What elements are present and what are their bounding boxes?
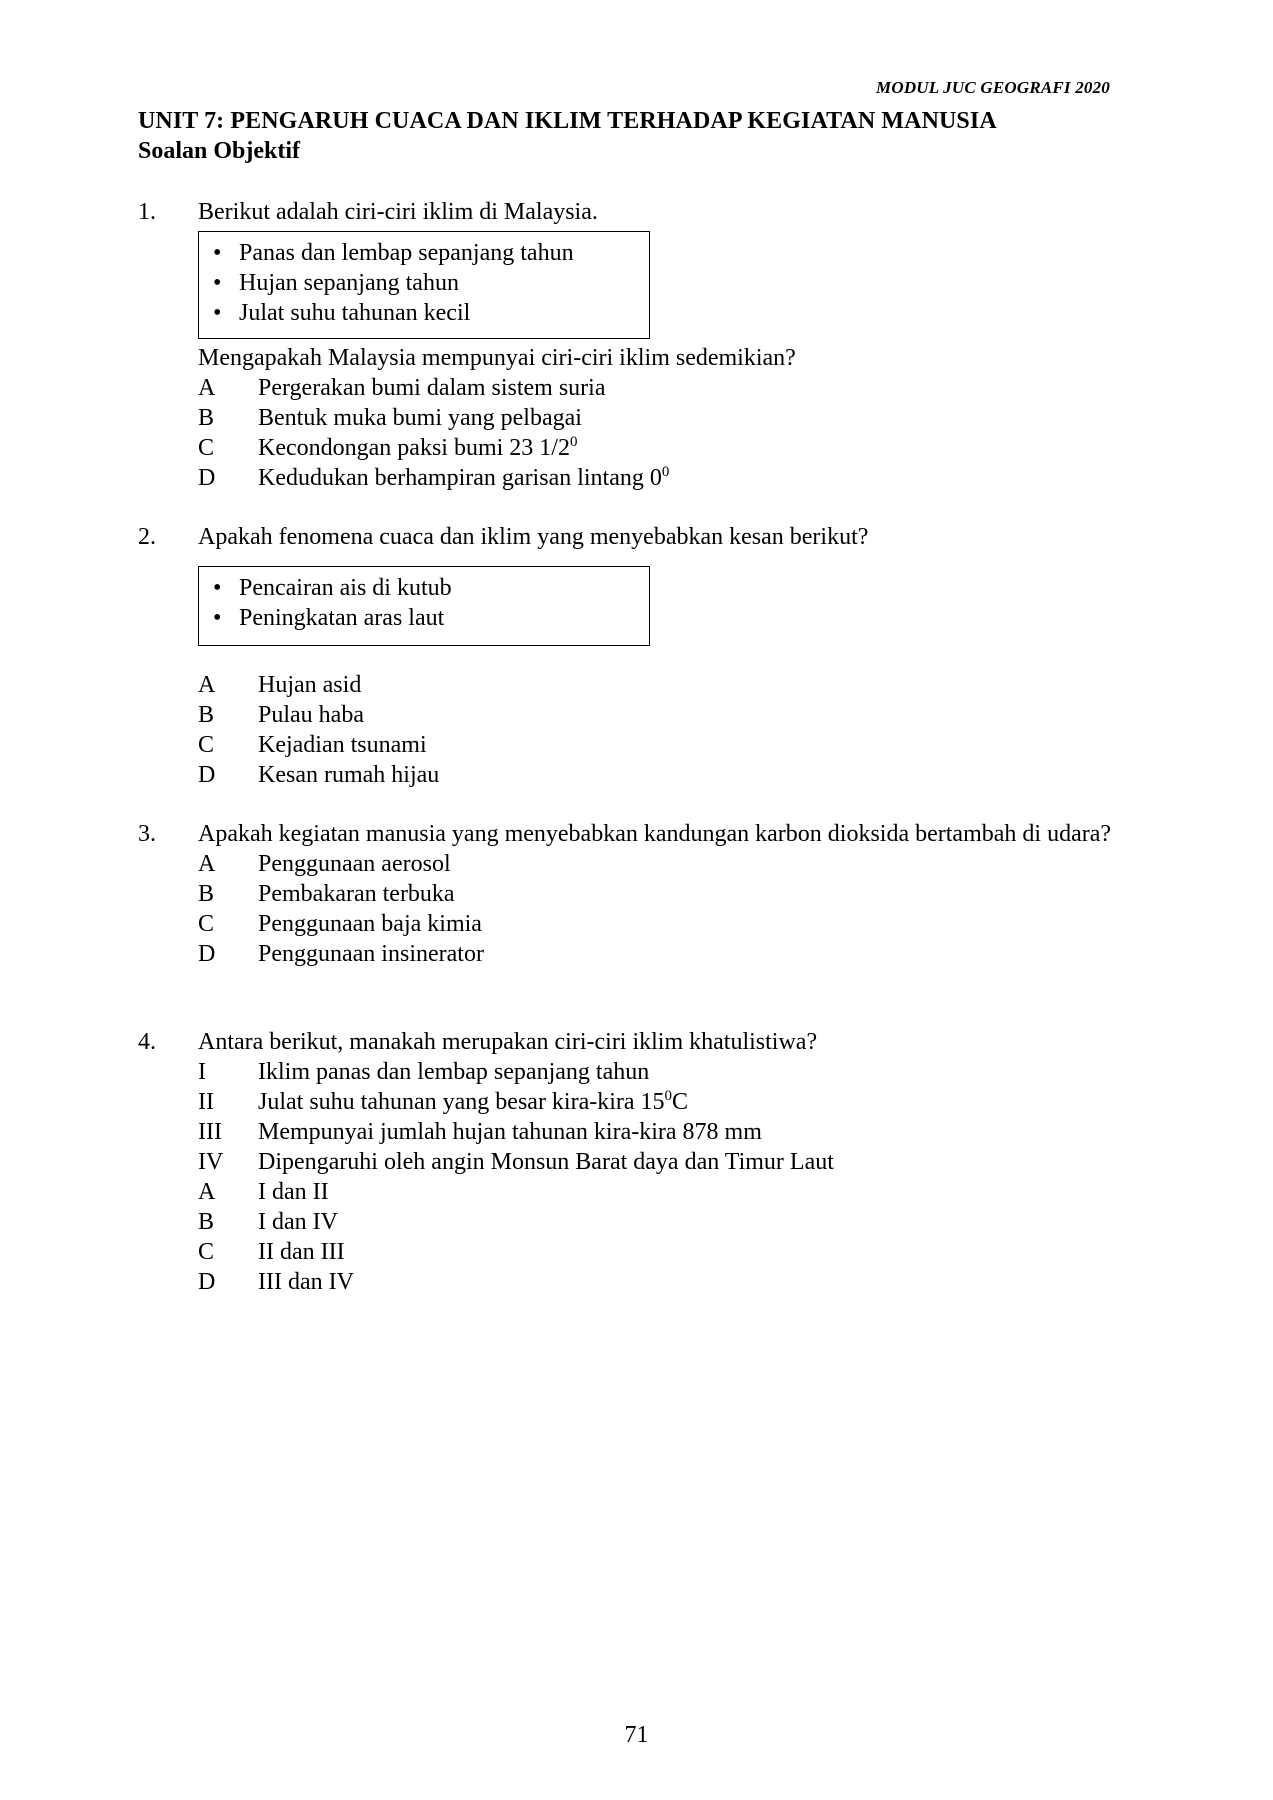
info-box — [198, 231, 650, 339]
statement: II Julat suhu tahunan yang besar kira-kira $15^0C$ — [198, 1088, 689, 1115]
answer-option: D Kesan rumah hijau — [198, 762, 440, 788]
box-item: • Julat suhu tahunan kecil — [213, 300, 471, 326]
unit-title: UNIT 7: PENGARUH CUACA DAN IKLIM TERHADAP KEGIATAN MANUSIA — [138, 108, 997, 134]
answer-option: D III dan IV — [198, 1269, 354, 1295]
answer-option: A Hujan asid — [198, 672, 362, 698]
statement: III Mempunyai jumlah hujan tahunan kira-kira 878 mm — [198, 1119, 762, 1145]
bullet-icon: • — [213, 300, 222, 326]
answer-option: C Penggunaan baja kimia — [198, 911, 482, 937]
bullet-icon: • — [213, 270, 222, 296]
question-text: Mengapakah Malaysia mempunyai ciri-ciri iklim sedemikian? — [198, 345, 796, 371]
info-box — [198, 566, 650, 646]
question-2 — [138, 522, 1138, 790]
answer-option: D Kedudukan berhampiran garisan lintang $0^0$ — [198, 464, 670, 491]
question-text: Antara berikut, manakah merupakan ciri-ciri iklim khatulistiwa? — [198, 1029, 818, 1055]
answer-option: B Pembakaran terbuka — [198, 881, 455, 907]
question-number: 4. — [138, 1029, 156, 1055]
bullet-icon: • — [213, 605, 222, 631]
bullet-icon: • — [213, 575, 222, 601]
bullet-icon: • — [213, 240, 222, 266]
statement: I Iklim panas dan lembap sepanjang tahun — [198, 1059, 650, 1085]
answer-option: A I dan II — [198, 1179, 329, 1205]
question-3 — [138, 819, 1138, 969]
answer-option: C Kejadian tsunami — [198, 732, 427, 758]
answer-option: A Penggunaan aerosol — [198, 851, 451, 877]
answer-option: B I dan IV — [198, 1209, 338, 1235]
page-number: 71 — [624, 1722, 649, 1748]
question-number: 3. — [138, 821, 156, 847]
box-item: • Pencairan ais di kutub — [213, 575, 452, 601]
box-item: • Peningkatan aras laut — [213, 605, 445, 631]
question-intro: Berikut adalah ciri-ciri iklim di Malaysia. — [198, 199, 598, 225]
question-text: Apakah fenomena cuaca dan iklim yang menyebabkan kesan berikut? — [198, 524, 869, 550]
box-item: • Panas dan lembap sepanjang tahun — [213, 240, 574, 266]
question-number: 2. — [138, 524, 156, 550]
question-1 — [138, 197, 1138, 493]
answer-option: B Pulau haba — [198, 702, 364, 728]
question-4 — [138, 1027, 1138, 1297]
module-header: MODUL JUC GEOGRAFI 2020 — [876, 78, 1110, 97]
answer-option: A Pergerakan bumi dalam sistem suria — [198, 375, 606, 401]
question-text: Apakah kegiatan manusia yang menyebabkan kandungan karbon dioksida bertambah di udara? — [198, 821, 1112, 847]
answer-option: B Bentuk muka bumi yang pelbagai — [198, 405, 582, 431]
answer-option: C Kecondongan paksi bumi 23 $1/2^0$ — [198, 434, 578, 461]
answer-option: D Penggunaan insinerator — [198, 941, 484, 967]
section-title: Soalan Objektif — [138, 138, 301, 164]
question-number: 1. — [138, 199, 156, 225]
box-item: • Hujan sepanjang tahun — [213, 270, 459, 296]
answer-option: C II dan III — [198, 1239, 345, 1265]
statement: IV Dipengaruhi oleh angin Monsun Barat daya dan Timur Laut — [198, 1149, 834, 1175]
